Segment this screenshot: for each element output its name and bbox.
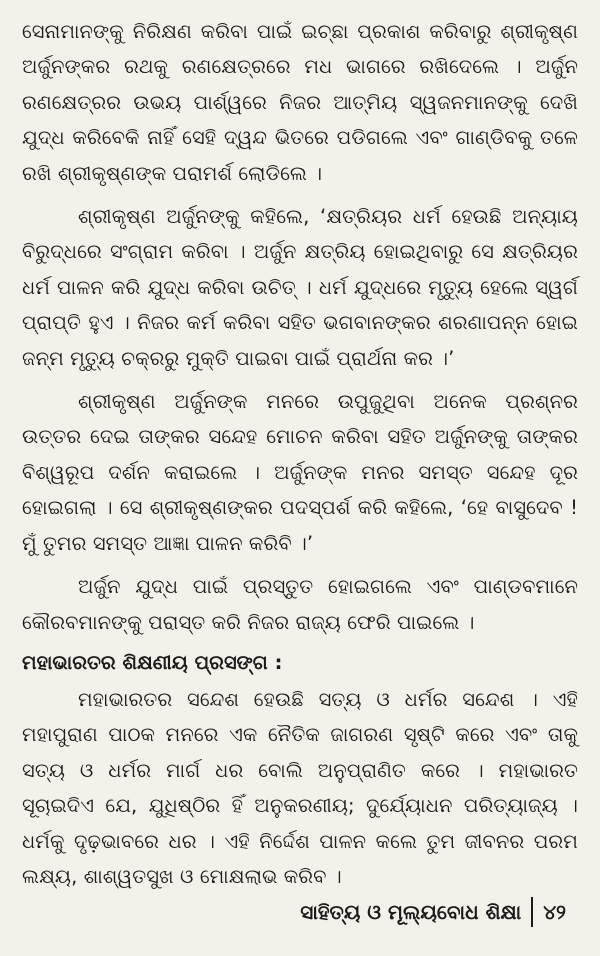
footer-divider [531, 897, 533, 927]
section-heading: ମହାଭାରତର ଶିକ୍ଷଣୀୟ ପ୍ରସଙ୍ଗ : [22, 650, 283, 674]
page-number: ୪୨ [543, 900, 566, 924]
paragraph-1: ସେନାମାନଙ୍କୁ ନିରିକ୍ଷଣ କରିବା ପାଇଁ ଇଚ୍ଛା ପ୍ରକାଶ କରିବାରୁ ଶ୍ରୀକୃଷ୍ଣ ଅର୍ଜୁନଙ୍କର ରଥକୁ ରଣକ୍ଷେତ୍ରରେ ମଧ ଭାଗରେ ରଖିଦେଲେ । ଅର୍ଜୁନ ରଣକ୍ଷେତ୍ରର ଉଭୟ ପାର୍ଶ୍ୱରେ ନିଜର ଆତ୍ମିୟ ସ୍ୱଜନମାନଙ୍କୁ ଦେଖି ଯୁଦ୍ଧ କରିବେକି ନାହିଁ ସେହି ଦ୍ୱନ୍ଦ ଭିତରେ ପଡିଗଲେ ଏବଂ ଗାଣ୍ଡିବକୁ ତଳେ ରଖି ଶ୍ରୀକୃଷ୍ଣଙ୍କ ପରାମର୍ଶ ଲୋଡିଲେ । [22, 20, 578, 185]
paragraph-3: ଶ୍ରୀକୃଷ୍ଣ ଅର୍ଜୁନଙ୍କ ମନରେ ଉପୁଜୁଥିବା ଅନେକ ପ୍ରଶ୍ନର ଉତ୍ତର ଦେଇ ତାଙ୍କର ସନ୍ଦେହ ମୋଚନ କରିବା ସହିତ ଅର୍ଜୁନଙ୍କୁ ତାଙ୍କର ବିଶ୍ୱରୂପ ଦର୍ଶନ କରାଇଲେ । ଅର୍ଜୁନଙ୍କ ମନର ସମସ୍ତ ସନ୍ଦେହ ଦୂର ହୋଇଗଲା । ସେ ଶ୍ରୀକୃଷ୍ଣଙ୍କର ପଦସ୍ପର୍ଶ କରି କହିଲେ, ‘ହେ ବାସୁଦେବ ! ମୁଁ ତୁମର ସମସ୍ତ ଆଜ୍ଞା ପାଳନ କରିବି ।’ [22, 390, 578, 555]
page-footer [300, 894, 566, 930]
lesson-paragraph: ମହାଭାରତର ସନ୍ଦେଶ ହେଉଛି ସତ୍ୟ ଓ ଧର୍ମର ସନ୍ଦେଶ । ଏହି ମହାପୁରାଣ ପାଠକ ମନରେ ଏକ ନୈତିକ ଜାଗରଣ ସୃଷ୍ଟି କରେ ଏବଂ ତାକୁ ସତ୍ୟ ଓ ଧର୍ମର ମାର୍ଗ ଧର ବୋଲି ଅନୁପ୍ରାଣିତ କରେ । ମହାଭାରତ ସୂଚାଇଦିଏ ଯେ, ଯୁଧିଷ୍ଠିର ହିଁ ଅନୁକରଣୀୟ; ଦୁର୍ଯ୍ୟୋଧନ ପରିତ୍ୟାଜ୍ୟ । ଧର୍ମକୁ ଦୃଢ଼ଭାବରେ ଧର । ଏହି ନିର୍ଦ୍ଦେଶ ପାଳନ କଲେ ତୁମ ଜୀବନର ପରମ ଲକ୍ଷ୍ୟ, ଶାଶ୍ୱତସୁଖ ଓ ମୋକ୍ଷଲାଭ କରିବ । [22, 687, 578, 888]
paragraph-4: ଅର୍ଜୁନ ଯୁଦ୍ଧ ପାଇଁ ପ୍ରସ୍ତୁତ ହୋଇଗଲେ ଏବଂ ପାଣ୍ଡବମାନେ କୌରବମାନଙ୍କୁ ପରାସ୍ତ କରି ନିଜର ରାଜ୍ୟ ଫେରି ପାଇଲେ । [22, 575, 578, 634]
book-title: ସାହିତ୍ୟ ଓ ମୂଲ୍ୟବୋଧ ଶିକ୍ଷା [300, 900, 522, 924]
paragraph-2: ଶ୍ରୀକୃଷ୍ଣ ଅର୍ଜୁନଙ୍କୁ କହିଲେ, ‘କ୍ଷତ୍ରିୟର ଧର୍ମ ହେଉଛି ଅନ୍ୟାୟ ବିରୁଦ୍ଧରେ ସଂଗ୍ରାମ କରିବା । ଅର୍ଜୁନ କ୍ଷତ୍ରିୟ ହୋଇଥିବାରୁ ସେ କ୍ଷତ୍ରିୟର ଧର୍ମ ପାଳନ କରି ଯୁଦ୍ଧ କରିବା ଉଚିତ୍ । ଧର୍ମ ଯୁଦ୍ଧରେ ମୃତ୍ୟୁ ହେଲେ ସ୍ୱର୍ଗ ପ୍ରାପ୍ତି ହୁଏ । ନିଜର କର୍ମ କରିବା ସହିତ ଭଗବାନଙ୍କର ଶରଣାପନ୍ନ ହୋଇ ଜନ୍ମ ମୃତ୍ୟୁ ଚକ୍ରରୁ ମୁକ୍ତି ପାଇବା ପାଇଁ ପ୍ରାର୍ଥନା କର ।’ [22, 205, 578, 370]
